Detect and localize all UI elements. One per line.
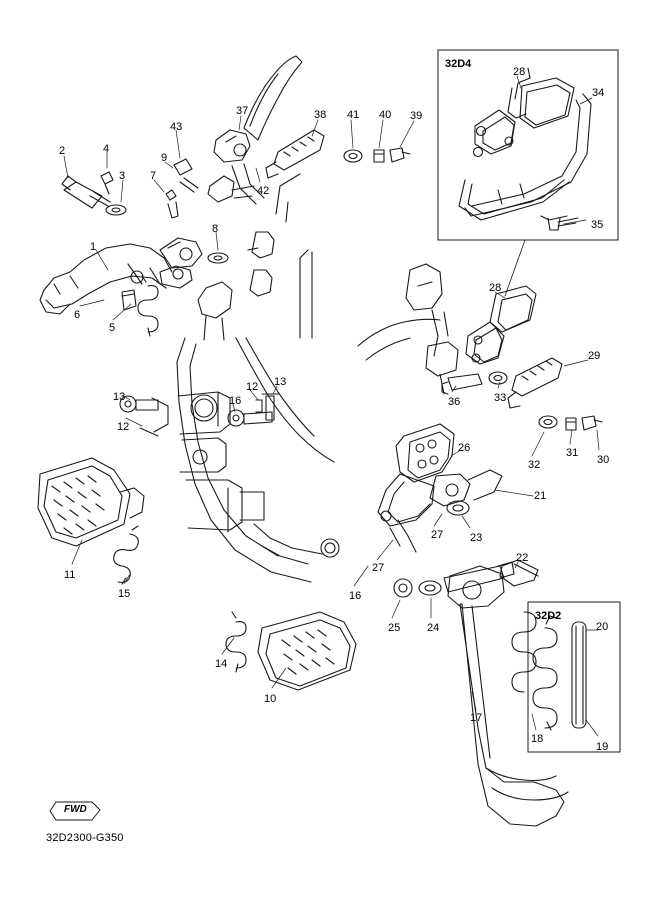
- callout-25: 25: [388, 622, 401, 634]
- callout-9: 9: [161, 152, 168, 164]
- fwd-label: FWD: [64, 804, 87, 815]
- right-rider-footrest: [258, 612, 356, 690]
- callout-6: 6: [74, 309, 81, 321]
- callout-30: 30: [597, 454, 610, 466]
- frame-assembly: [177, 174, 339, 582]
- callout-16: 16: [229, 395, 242, 407]
- passenger-footpeg-right: [266, 130, 324, 178]
- callout-10: 10: [264, 693, 277, 705]
- callout-5: 5: [109, 322, 116, 334]
- rear-frame: [358, 264, 458, 394]
- callout-28-inset: 28: [513, 66, 526, 78]
- callout-1: 1: [90, 241, 97, 253]
- upper-lever-plate: [244, 56, 302, 140]
- left-footrest: [38, 458, 144, 546]
- pedal-return-spring: [138, 276, 158, 336]
- callout-15: 15: [118, 588, 131, 600]
- callout-27: 27: [431, 529, 444, 541]
- brake-pedal: [40, 238, 202, 314]
- callout-40: 40: [379, 109, 392, 121]
- callout-42: 42: [257, 185, 270, 197]
- callout-20: 20: [596, 621, 609, 633]
- callout-33: 33: [494, 392, 507, 404]
- left-footrest-spring: [114, 526, 139, 584]
- callout-8: 8: [212, 223, 219, 235]
- callout-4: 4: [103, 143, 110, 155]
- callout-12: 12: [117, 421, 130, 433]
- fwd-direction-badge: [55, 800, 99, 820]
- callout-37: 37: [236, 105, 249, 117]
- callout-18: 18: [531, 733, 544, 745]
- callout-21: 21: [534, 490, 547, 502]
- callout-13b: 13: [274, 376, 287, 388]
- shift-lever-assembly: [208, 130, 264, 204]
- left-bolt-16: [228, 410, 272, 426]
- pedal-collar: [122, 290, 136, 310]
- callout-28: 28: [489, 282, 502, 294]
- part-number-label: 32D2300-G350: [46, 832, 124, 844]
- callout-35: 35: [591, 219, 604, 231]
- callout-17: 17: [470, 712, 483, 724]
- callout-2: 2: [59, 145, 66, 157]
- callout-11: 11: [64, 569, 76, 581]
- callout-43: 43: [170, 121, 183, 133]
- callout-13: 13: [113, 391, 126, 403]
- callout-16b: 16: [349, 590, 362, 602]
- panel-label-32d2: 32D2: [535, 610, 562, 622]
- callout-24: 24: [427, 622, 440, 634]
- callout-32: 32: [528, 459, 541, 471]
- center-pin-fasteners: [256, 394, 278, 420]
- callout-19: 19: [596, 741, 609, 753]
- right-footrest-spring: [226, 612, 246, 672]
- callout-3: 3: [119, 170, 126, 182]
- callout-23: 23: [470, 532, 483, 544]
- panel-label-32d4: 32D4: [445, 58, 472, 70]
- callout-14: 14: [215, 658, 228, 670]
- callout-26: 26: [458, 442, 471, 454]
- right-peg-fasteners: [344, 148, 410, 162]
- callout-38: 38: [314, 109, 327, 121]
- callout-7: 7: [150, 170, 157, 182]
- callout-39: 39: [410, 110, 423, 122]
- callout-36: 36: [448, 396, 461, 408]
- right-passenger-assembly: [442, 286, 602, 430]
- callout-34: 34: [592, 87, 605, 99]
- callout-22: 22: [516, 552, 529, 564]
- callout-12b: 12: [246, 381, 259, 393]
- callout-41: 41: [347, 109, 360, 121]
- callout-31: 31: [566, 447, 579, 459]
- callout-29: 29: [588, 350, 601, 362]
- callout-27b: 27: [372, 562, 385, 574]
